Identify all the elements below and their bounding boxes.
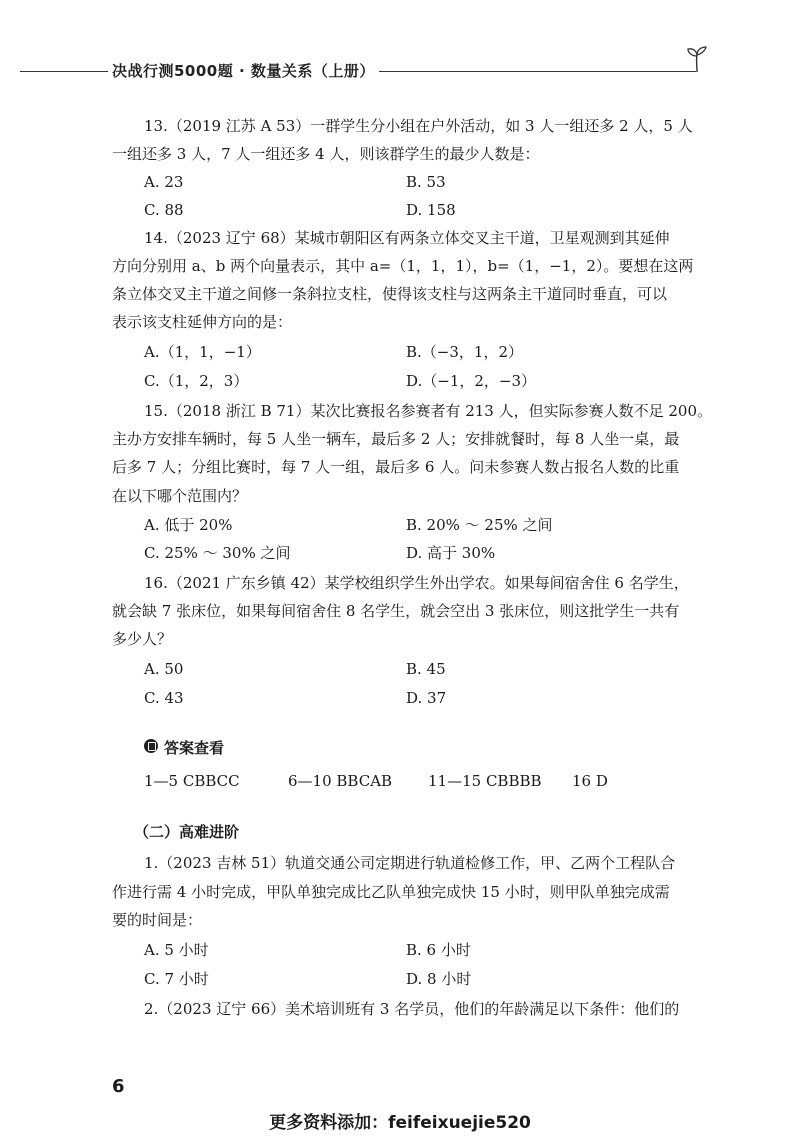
header-title: 决战行测5000题 · 数量关系（上册） [108, 60, 379, 81]
q14-line: 方向分别用 a、b 两个向量表示，其中 a=（1，1，1），b=（1，−1，2）。要想在这两 [112, 257, 694, 275]
header-rule-left [20, 71, 112, 72]
answer-group: 6—10 BBCAB [288, 772, 393, 790]
q14-line: 表示该支柱延伸方向的是： [112, 313, 293, 331]
adv-q2-line: 2.（2023 辽宁 66）美术培训班有 3 名学员，他们的年龄满足以下条件：他们的 [144, 1000, 680, 1018]
q16-option-c: C. 43 [144, 689, 184, 707]
q16-option-d: D. 37 [406, 689, 447, 707]
q15-line: 主办方安排车辆时，每 5 人坐一辆车，最后多 2 人；安排就餐时，每 8 人坐一桌，最 [112, 430, 680, 448]
q15-line: 后多 7 人；分组比赛时，每 7 人一组，最后多 6 人。问未参赛人数占报名人数的比重 [112, 458, 680, 476]
q13-option-d: D. 158 [406, 201, 456, 219]
q16-line: 16.（2021 广东乡镇 42）某学校组织学生外出学农。如果每间宿舍住 6 名学生， [144, 574, 689, 592]
adv-q1-option-a: A. 5 小时 [144, 941, 209, 959]
q13-option-c: C. 88 [144, 201, 184, 219]
adv-q1-line: 作进行需 4 小时完成，甲队单独完成比乙队单独完成快 15 小时，则甲队单独完成需 [112, 883, 670, 901]
q14-line: 14.（2023 辽宁 68）某城市朝阳区有两条立体交叉主干道，卫星观测到其延伸 [144, 229, 670, 247]
answers-heading: 答案查看 [164, 739, 225, 757]
q15-option-b: B. 20% ～ 25% 之间 [406, 516, 553, 534]
q14-option-b: B.（−3，1，2） [406, 343, 523, 361]
q16-line: 就会缺 7 张床位，如果每间宿舍住 8 名学生，就会空出 3 张床位，则这批学生一共有 [112, 602, 680, 620]
q14-option-d: D.（−1，2，−3） [406, 372, 537, 390]
q15-line: 在以下哪个范围内？ [112, 487, 248, 505]
page-number: 6 [112, 1076, 125, 1097]
q16-option-a: A. 50 [144, 660, 184, 678]
section-heading-advanced: （二）高难进阶 [134, 823, 240, 841]
q14-option-c: C.（1，2，3） [144, 372, 249, 390]
q14-option-a: A.（1，1，−1） [144, 343, 261, 361]
adv-q1-option-b: B. 6 小时 [406, 941, 471, 959]
q13-line: 一组还多 3 人，7 人一组还多 4 人，则该群学生的最少人数是： [112, 145, 540, 163]
answer-group: 11—15 CBBBB [428, 772, 542, 790]
adv-q1-option-c: C. 7 小时 [144, 970, 209, 988]
q13-option-b: B. 53 [406, 173, 446, 191]
adv-q1-line: 1.（2023 吉林 51）轨道交通公司定期进行轨道检修工作，甲、乙两个工程队合 [144, 854, 676, 872]
adv-q1-option-d: D. 8 小时 [406, 970, 472, 988]
q13-line: 13.（2019 江苏 A 53）一群学生分小组在户外活动，如 3 人一组还多 2 人，5 人 [144, 117, 693, 135]
q16-option-b: B. 45 [406, 660, 446, 678]
q14-line: 条立体交叉主干道之间修一条斜拉支柱，使得该支柱与这两条主干道同时垂直，可以 [112, 285, 668, 303]
answer-group: 16 D [572, 772, 608, 790]
q15-line: 15.（2018 浙江 B 71）某次比赛报名参赛者有 213 人，但实际参赛人数不足 200。 [144, 402, 713, 420]
answer-group: 1—5 CBBCC [144, 772, 240, 790]
footer-contact: 更多资料添加：feifeixuejie520 [269, 1113, 531, 1133]
adv-q1-line: 要的时间是： [112, 911, 203, 929]
q13-option-a: A. 23 [144, 173, 184, 191]
q15-option-c: C. 25% ～ 30% 之间 [144, 544, 291, 562]
q16-line: 多少人？ [112, 630, 173, 648]
q15-option-d: D. 高于 30% [406, 544, 496, 562]
answer-book-icon [144, 739, 158, 753]
q15-option-a: A. 低于 20% [144, 516, 233, 534]
header-rule-right [340, 71, 696, 72]
sprout-icon [684, 44, 710, 74]
